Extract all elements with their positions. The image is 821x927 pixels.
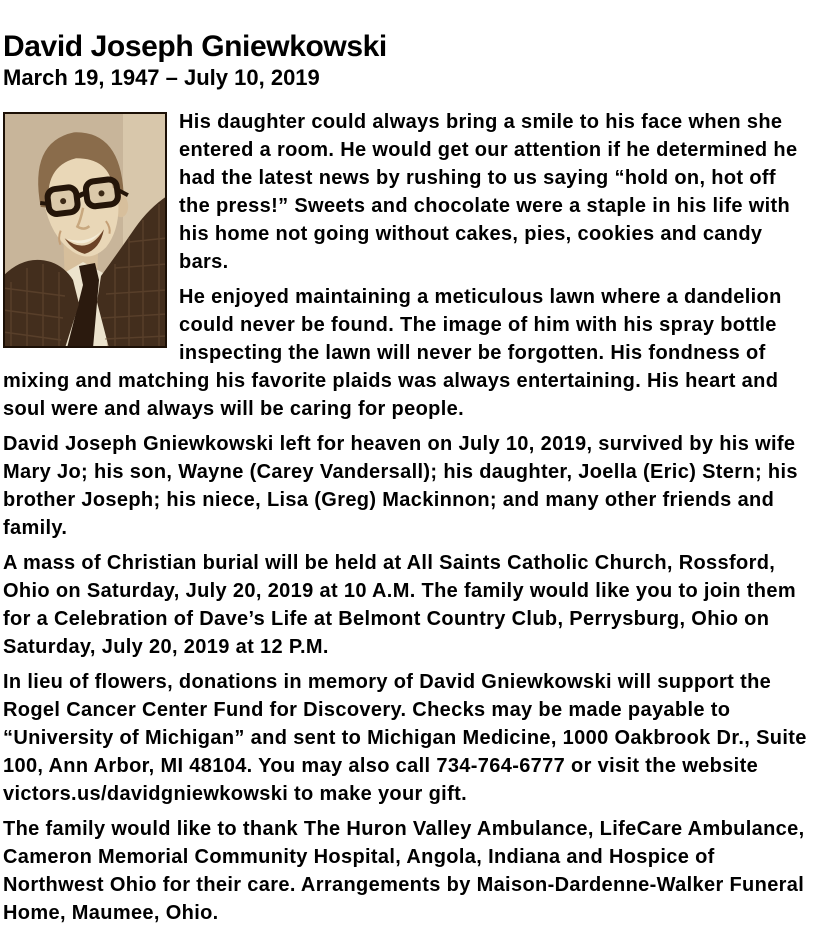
photo-jacket-left [3,260,79,348]
obituary-body [3,108,807,927]
obituary-paragraph-6: The family would like to thank The Huron Valley Ambulance, LifeCare Ambulance, Cameron Memorial Community Hospital, Angola, Indiana and Hospice of Northwest Ohio for their care. Arrangements by Maison-Dardenne-Walker Funeral Home, Maumee, Ohio. [3,818,805,924]
obituary-paragraph-1: His daughter could always bring a smile to his face when she entered a room. He would get our attention if he determined he had the latest news by rushing to us saying “hold on, hot off the press!” Sweets and chocolate were a staple in his life with his home not going without cakes, pies, cookies and candy bars. [179,111,798,273]
portrait-photo-illustration [3,112,167,348]
obituary-paragraph-2: He enjoyed maintaining a meticulous lawn where a dandelion could never be found. The image of him with his spray bottle inspecting the lawn will never be forgotten. His fondness of mixing and matching his favorite plaids was always entertaining. His heart and soul were and always will be caring for people. [3,286,782,420]
life-dates: March 19, 1947 – July 10, 2019 [3,65,320,90]
obituary-paragraph-5: In lieu of flowers, donations in memory of David Gniewkowski will support the Rogel Cancer Center Fund for Discovery. Checks may be made payable to “University of Michigan” and sent to Michigan Medicine, 1000 Oakbrook Dr., Suite 100, Ann Arbor, MI 48104. You may also call 734-764-6777 or visit the website victors.us/davidgniewkowski to make your gift. [3,671,807,805]
page-title: David Joseph Gniewkowski [3,30,387,63]
obituary-paragraph-3: David Joseph Gniewkowski left for heaven on July 10, 2019, survived by his wife Mary Jo; his son, Wayne (Carey Vandersall); his daughter, Joella (Eric) Stern; his brother Joseph; his niece, Lisa (Greg) Mackinnon; and many other friends and family. [3,433,798,539]
obituary-paragraph-4: A mass of Christian burial will be held at All Saints Catholic Church, Rossford, Ohio on Saturday, July 20, 2019 at 10 A.M. The family would like you to join them for a Celebration of Dave’s Life at Belmont Country Club, Perrysburg, Ohio on Saturday, July 20, 2019 at 12 P.M. [3,552,796,658]
portrait-photo [3,112,167,348]
